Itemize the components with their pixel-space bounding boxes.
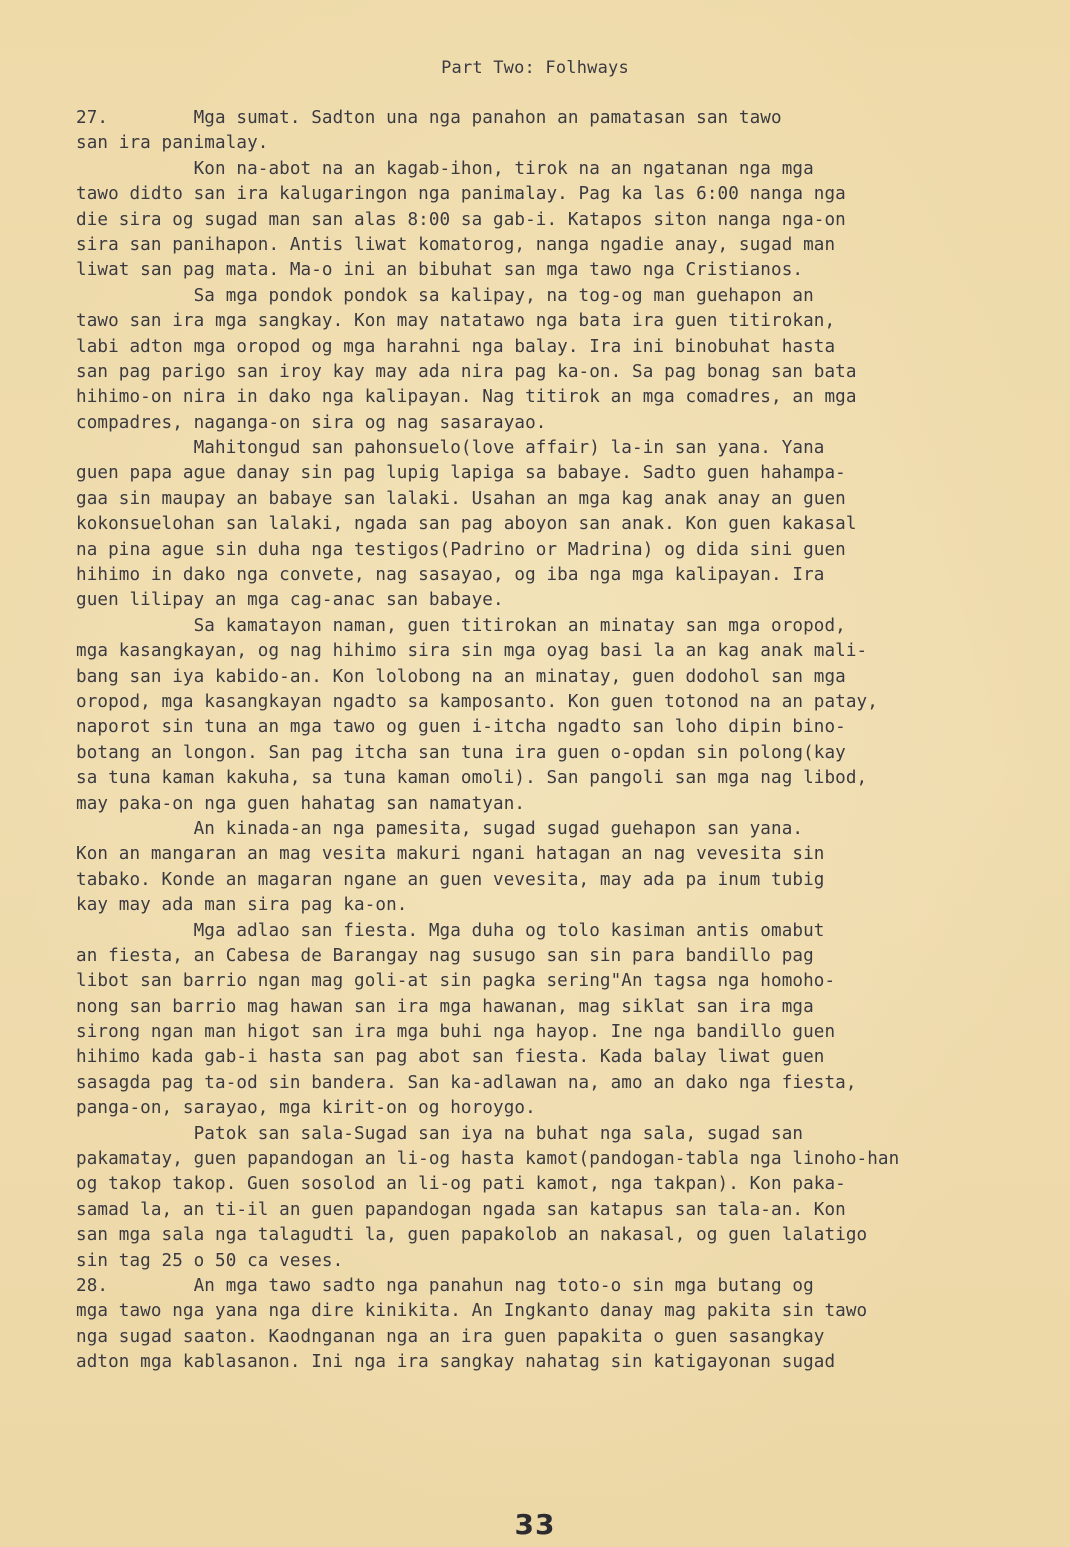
text-line: sira san panihapon. Antis liwat komatorog, nanga ngadie anay, sugad man [76,234,836,255]
text-line: adton mga kablasanon. Ini nga ira sangkay nahatag sin katigayonan sugad [76,1352,836,1373]
text-line: Kon na-abot na an kagab-ihon, tirok na an ngatanan nga mga [76,158,814,179]
text-line: 28. An mga tawo sadto nga panahun nag toto-o sin mga butang og [76,1275,814,1296]
text-line: guen lilipay an mga cag-anac san babaye. [76,590,504,611]
text-line: nong san barrio mag hawan san ira mga hawanan, mag siklat san ira mga [76,996,814,1017]
text-line: mga kasangkayan, og nag hihimo sira sin mga oyag basi la an kag anak mali- [76,641,868,662]
page-header: Part Two: Folhways [441,58,629,78]
text-line: sasagda pag ta-od sin bandera. San ka-adlawan na, amo an dako nga fiesta, [76,1072,857,1093]
text-line: sa tuna kaman kakuha, sa tuna kaman omoli). San pangoli san mga nag libod, [76,768,868,789]
text-line: labi adton mga oropod og mga harahni nga balay. Ira ini binobuhat hasta [76,336,836,357]
text-line: may paka-on nga guen hahatag san namatyan. [76,793,526,814]
body-text [76,106,1006,1376]
text-line: tabako. Konde an magaran ngane an guen vevesita, may ada pa inum tubig [76,869,825,890]
text-line: Sa mga pondok pondok sa kalipay, na tog-og man guehapon an [76,285,814,306]
page-number: 33 [514,1508,556,1541]
text-line: bang san iya kabido-an. Kon lolobong na an minatay, guen dodohol san mga [76,666,846,687]
text-line: sin tag 25 o 50 ca veses. [76,1250,344,1271]
text-line: tawo didto san ira kalugaringon nga panimalay. Pag ka las 6:00 nanga nga [76,184,846,205]
text-line: nga sugad saaton. Kaodnganan nga an ira guen papakita o guen sasangkay [76,1326,825,1347]
text-line: Mahitongud san pahonsuelo(love affair) la-in san yana. Yana [76,438,825,459]
text-line: san pag parigo san iroy kay may ada nira pag ka-on. Sa pag bonag san bata [76,361,857,382]
text-line: san mga sala nga talagudti la, guen papakolob an nakasal, og guen lalatigo [76,1225,868,1246]
text-line: san ira panimalay. [76,133,269,154]
text-line: compadres, naganga-on sira og nag sasarayao. [76,412,547,433]
text-line: pakamatay, guen papandogan an li-og hasta kamot(pandogan-tabla nga linoho-han [76,1149,900,1170]
text-line: gaa sin maupay an babaye san lalaki. Usahan an mga kag anak anay an guen [76,488,846,509]
text-line: Sa kamatayon naman, guen titirokan an minatay san mga oropod, [76,615,846,636]
text-line: tawo san ira mga sangkay. Kon may natatawo nga bata ira guen titirokan, [76,311,836,332]
text-line: hihimo in dako nga convete, nag sasayao, og iba nga mga kalipayan. Ira [76,565,825,586]
text-line: Kon an mangaran an mag vesita makuri ngani hatagan an nag vevesita sin [76,844,825,865]
text-line: na pina ague sin duha nga testigos(Padrino or Madrina) og dida sini guen [76,539,846,560]
text-line: Mga adlao san fiesta. Mga duha og tolo kasiman antis omabut [76,920,825,941]
text-line: oropod, mga kasangkayan ngadto sa kamposanto. Kon guen totonod na an patay, [76,691,878,712]
text-line: libot san barrio ngan mag goli-at sin pagka sering"An tagsa nga homoho- [76,971,836,992]
text-line: liwat san pag mata. Ma-o ini an bibuhat san mga tawo nga Cristianos. [76,260,804,281]
text-line: samad la, an ti-il an guen papandogan ngada san katapus san tala-an. Kon [76,1199,846,1220]
text-line: sirong ngan man higot san ira mga buhi nga hayop. Ine nga bandillo guen [76,1022,836,1043]
text-line: an fiesta, an Cabesa de Barangay nag susugo san sin para bandillo pag [76,945,814,966]
text-line: botang an longon. San pag itcha san tuna ira guen o-opdan sin polong(kay [76,742,846,763]
text-line: Patok san sala-Sugad san iya na buhat nga sala, sugad san [76,1123,804,1144]
text-line: 27. Mga sumat. Sadton una nga panahon an pamatasan san tawo [76,108,782,128]
text-line: kokonsuelohan san lalaki, ngada san pag aboyon san anak. Kon guen kakasal [76,514,857,535]
text-line: mga tawo nga yana nga dire kinikita. An Ingkanto danay mag pakita sin tawo [76,1301,868,1322]
text-line: hihimo-on nira in dako nga kalipayan. Nag titirok an mga comadres, an mga [76,387,857,408]
text-line: panga-on, sarayao, mga kirit-on og horoygo. [76,1098,536,1119]
text-line: og takop takop. Guen sosolod an li-og pati kamot, nga takpan). Kon paka- [76,1174,846,1195]
text-line: guen papa ague danay sin pag lupig lapiga sa babaye. Sadto guen hahampa- [76,463,846,484]
text-line: hihimo kada gab-i hasta san pag abot san fiesta. Kada balay liwat guen [76,1047,825,1068]
text-line: An kinada-an nga pamesita, sugad sugad guehapon san yana. [76,818,804,839]
text-line: kay may ada man sira pag ka-on. [76,895,408,916]
text-line: die sira og sugad man san alas 8:00 sa gab-i. Katapos siton nanga nga-on [76,209,846,230]
text-line: naporot sin tuna an mga tawo og guen i-itcha ngadto san loho dipin bino- [76,717,846,738]
